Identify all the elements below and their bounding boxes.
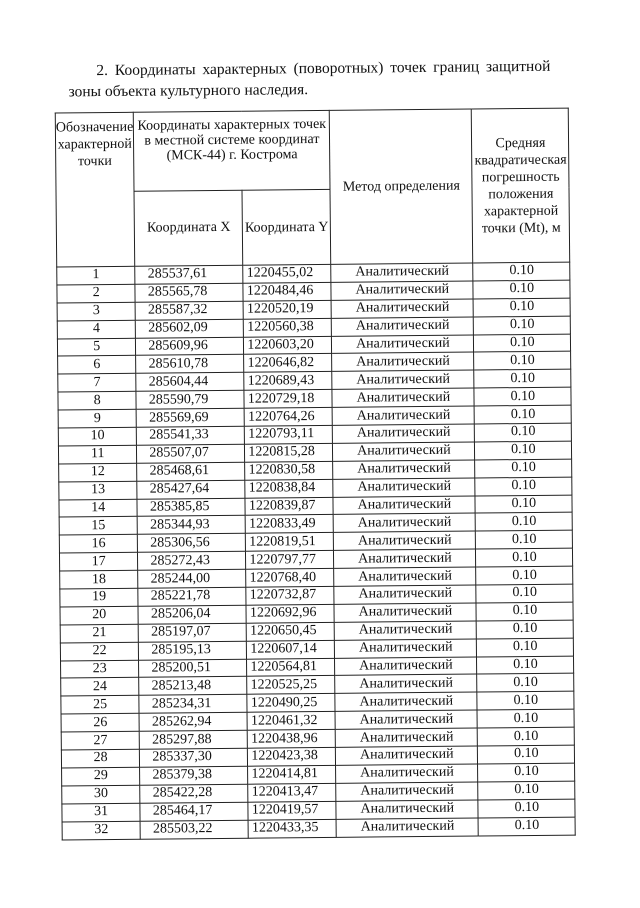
cell-coordinate-y: 1220433,35 <box>248 819 336 838</box>
cell-method: Аналитический <box>334 531 476 550</box>
cell-coordinate-x: 285195,13 <box>139 641 247 660</box>
cell-coordinate-y: 1220484,46 <box>243 282 331 301</box>
cell-coordinate-y: 1220646,82 <box>244 354 332 373</box>
cell-coordinate-y: 1220438,96 <box>248 730 336 749</box>
cell-coordinate-x: 285422,28 <box>140 784 248 803</box>
cell-coordinate-y: 1220423,38 <box>248 747 336 766</box>
cell-method: Аналитический <box>333 496 475 515</box>
cell-coordinate-x: 285206,04 <box>138 605 246 624</box>
cell-coordinate-y: 1220819,51 <box>246 533 334 552</box>
cell-error: 0.10 <box>477 691 574 710</box>
cell-error: 0.10 <box>478 745 575 764</box>
cell-method: Аналитический <box>332 406 474 425</box>
cell-error: 0.10 <box>477 638 574 657</box>
cell-coordinate-x: 285337,30 <box>140 748 248 767</box>
cell-error: 0.10 <box>475 441 572 460</box>
cell-coordinate-x: 285565,78 <box>135 283 243 302</box>
cell-point-number: 19 <box>60 588 139 607</box>
cell-coordinate-y: 1220839,87 <box>245 497 333 516</box>
cell-coordinate-y: 1220793,11 <box>245 425 333 444</box>
cell-point-number: 18 <box>60 570 139 589</box>
cell-point-number: 9 <box>58 409 137 428</box>
cell-coordinate-y: 1220729,18 <box>244 390 332 409</box>
cell-error: 0.10 <box>475 495 572 514</box>
cell-point-number: 20 <box>60 606 139 625</box>
cell-coordinate-x: 285587,32 <box>135 301 243 320</box>
cell-error: 0.10 <box>477 620 574 639</box>
cell-point-number: 29 <box>62 767 141 786</box>
cell-coordinate-x: 285213,48 <box>139 677 247 696</box>
cell-method: Аналитический <box>335 674 477 693</box>
cell-point-number: 15 <box>59 517 138 536</box>
cell-method: Аналитический <box>331 299 473 318</box>
cell-method: Аналитический <box>333 442 475 461</box>
cell-coordinate-x: 285569,69 <box>136 408 244 427</box>
cell-coordinate-x: 285306,56 <box>138 534 246 553</box>
cell-method: Аналитический <box>336 818 478 837</box>
cell-method: Аналитический <box>334 567 476 586</box>
cell-error: 0.10 <box>473 280 570 299</box>
cell-coordinate-y: 1220560,38 <box>244 318 332 337</box>
cell-coordinate-x: 285503,22 <box>140 820 248 839</box>
cell-coordinate-y: 1220692,96 <box>246 604 334 623</box>
cell-point-number: 5 <box>57 338 136 357</box>
cell-coordinate-y: 1220833,49 <box>246 515 334 534</box>
cell-method: Аналитический <box>332 370 474 389</box>
cell-method: Аналитический <box>333 424 475 443</box>
cell-coordinate-y: 1220461,32 <box>247 712 335 731</box>
cell-point-number: 11 <box>58 445 137 464</box>
cell-method: Аналитический <box>335 621 477 640</box>
cell-coordinate-x: 285602,09 <box>136 319 244 338</box>
cell-method: Аналитический <box>333 513 475 532</box>
cell-coordinate-x: 285427,64 <box>137 480 245 499</box>
cell-point-number: 12 <box>59 463 138 482</box>
cell-point-number: 27 <box>61 731 140 750</box>
cell-method: Аналитический <box>335 710 477 729</box>
cell-point-number: 1 <box>57 266 136 285</box>
cell-method: Аналитический <box>336 746 478 765</box>
cell-point-number: 22 <box>60 642 139 661</box>
cell-coordinate-x: 285297,88 <box>140 730 248 749</box>
cell-point-number: 25 <box>61 696 140 715</box>
cell-coordinate-y: 1220414,81 <box>248 765 336 784</box>
cell-coordinate-x: 285197,07 <box>139 623 247 642</box>
cell-error: 0.10 <box>476 602 573 621</box>
column-header-mean-square-error: Средняя квадратическая погрешность положения характерной точки (Mt), м <box>472 108 570 263</box>
cell-coordinate-y: 1220564,81 <box>247 658 335 677</box>
cell-point-number: 30 <box>62 785 141 804</box>
cell-method: Аналитический <box>336 782 478 801</box>
cell-coordinate-y: 1220830,58 <box>245 461 333 480</box>
cell-coordinate-y: 1220607,14 <box>247 640 335 659</box>
cell-point-number: 21 <box>60 624 139 643</box>
cell-coordinate-x: 285200,51 <box>139 659 247 678</box>
cell-coordinate-y: 1220603,20 <box>244 336 332 355</box>
cell-coordinate-x: 285609,96 <box>136 337 244 356</box>
cell-point-number: 26 <box>61 714 140 733</box>
cell-coordinate-y: 1220455,02 <box>243 264 331 283</box>
cell-method: Аналитический <box>334 603 476 622</box>
cell-coordinate-y: 1220650,45 <box>247 622 335 641</box>
cell-coordinate-y: 1220768,40 <box>246 569 334 588</box>
heading-line-2: зоны объекта культурного наследия. <box>68 81 309 101</box>
cell-error: 0.10 <box>476 548 573 567</box>
cell-coordinate-x: 285244,00 <box>138 569 246 588</box>
cell-coordinate-x: 285221,78 <box>138 587 246 606</box>
table-row <box>62 817 576 840</box>
cell-method: Аналитический <box>332 335 474 354</box>
column-header-method: Метод определения <box>330 109 473 264</box>
cell-error: 0.10 <box>477 656 574 675</box>
cell-point-number: 32 <box>62 821 141 840</box>
cell-point-number: 4 <box>57 320 136 339</box>
cell-error: 0.10 <box>475 423 572 442</box>
cell-method: Аналитический <box>335 639 477 658</box>
cell-coordinate-x: 285379,38 <box>140 766 248 785</box>
cell-error: 0.10 <box>474 369 571 388</box>
cell-coordinate-y: 1220838,84 <box>245 479 333 498</box>
cell-error: 0.10 <box>478 727 575 746</box>
cell-coordinate-y: 1220525,25 <box>247 676 335 695</box>
cell-coordinate-y: 1220732,87 <box>246 586 334 605</box>
column-header-y: Координата Y <box>242 189 331 265</box>
cell-point-number: 6 <box>58 356 137 375</box>
cell-point-number: 8 <box>58 391 137 410</box>
cell-error: 0.10 <box>473 298 570 317</box>
cell-error: 0.10 <box>474 387 571 406</box>
cell-coordinate-x: 285262,94 <box>139 712 247 731</box>
cell-method: Аналитический <box>334 549 476 568</box>
column-header-coordinates-group: Координаты характерных точек в местной системе координат (МСК-44) г. Кострома <box>134 110 331 191</box>
cell-point-number: 2 <box>57 284 136 303</box>
cell-error: 0.10 <box>478 763 575 782</box>
cell-coordinate-x: 285541,33 <box>137 426 245 445</box>
cell-coordinate-y: 1220520,19 <box>243 300 331 319</box>
cell-coordinate-y: 1220419,57 <box>248 801 336 820</box>
cell-error: 0.10 <box>474 352 571 371</box>
cell-coordinate-x: 285344,93 <box>138 516 246 535</box>
cell-error: 0.10 <box>475 459 572 478</box>
cell-error: 0.10 <box>474 405 571 424</box>
cell-error: 0.10 <box>476 584 573 603</box>
section-heading <box>68 56 550 103</box>
cell-point-number: 16 <box>59 535 138 554</box>
column-header-x: Координата X <box>134 190 243 266</box>
cell-method: Аналитический <box>335 692 477 711</box>
cell-method: Аналитический <box>332 388 474 407</box>
cell-coordinate-x: 285604,44 <box>136 373 244 392</box>
cell-point-number: 7 <box>58 374 137 393</box>
cell-coordinate-x: 285537,61 <box>135 265 243 284</box>
cell-method: Аналитический <box>332 317 474 336</box>
cell-method: Аналитический <box>336 728 478 747</box>
cell-point-number: 10 <box>58 427 137 446</box>
cell-coordinate-x: 285590,79 <box>136 390 244 409</box>
cell-error: 0.10 <box>475 513 572 532</box>
cell-method: Аналитический <box>335 657 477 676</box>
cell-error: 0.10 <box>475 477 572 496</box>
cell-point-number: 24 <box>61 678 140 697</box>
cell-coordinate-y: 1220413,47 <box>248 783 336 802</box>
cell-method: Аналитический <box>333 478 475 497</box>
cell-error: 0.10 <box>476 530 573 549</box>
cell-coordinate-y: 1220490,25 <box>247 694 335 713</box>
cell-coordinate-x: 285507,07 <box>137 444 245 463</box>
cell-error: 0.10 <box>477 709 574 728</box>
cell-coordinate-x: 285610,78 <box>136 355 244 374</box>
cell-coordinate-x: 285468,61 <box>137 462 245 481</box>
cell-point-number: 28 <box>61 749 140 768</box>
cell-coordinate-x: 285385,85 <box>137 498 245 517</box>
cell-point-number: 23 <box>61 660 140 679</box>
cell-coordinate-y: 1220764,26 <box>244 408 332 427</box>
cell-method: Аналитический <box>336 764 478 783</box>
cell-coordinate-x: 285234,31 <box>139 695 247 714</box>
column-header-point-code: Обозначение характерной точки <box>55 112 135 267</box>
cell-method: Аналитический <box>332 352 474 371</box>
cell-method: Аналитический <box>334 585 476 604</box>
cell-method: Аналитический <box>336 800 478 819</box>
cell-error: 0.10 <box>473 262 570 281</box>
cell-point-number: 17 <box>59 553 138 572</box>
cell-coordinate-y: 1220689,43 <box>244 372 332 391</box>
cell-point-number: 14 <box>59 499 138 518</box>
cell-error: 0.10 <box>476 566 573 585</box>
cell-point-number: 3 <box>57 302 136 321</box>
heading-line-1: 2. Координаты характерных (поворотных) точек границ защитной <box>96 57 551 80</box>
cell-method: Аналитический <box>331 281 473 300</box>
cell-error: 0.10 <box>477 674 574 693</box>
coordinates-table <box>55 108 576 840</box>
cell-coordinate-y: 1220797,77 <box>246 551 334 570</box>
cell-error: 0.10 <box>474 334 571 353</box>
cell-method: Аналитический <box>333 460 475 479</box>
cell-point-number: 13 <box>59 481 138 500</box>
cell-method: Аналитический <box>331 263 473 282</box>
cell-point-number: 31 <box>62 803 141 822</box>
cell-coordinate-x: 285464,17 <box>140 802 248 821</box>
cell-error: 0.10 <box>478 817 575 836</box>
table-body <box>57 262 576 839</box>
cell-error: 0.10 <box>478 799 575 818</box>
cell-error: 0.10 <box>478 781 575 800</box>
cell-error: 0.10 <box>474 316 571 335</box>
cell-coordinate-y: 1220815,28 <box>245 443 333 462</box>
cell-coordinate-x: 285272,43 <box>138 551 246 570</box>
